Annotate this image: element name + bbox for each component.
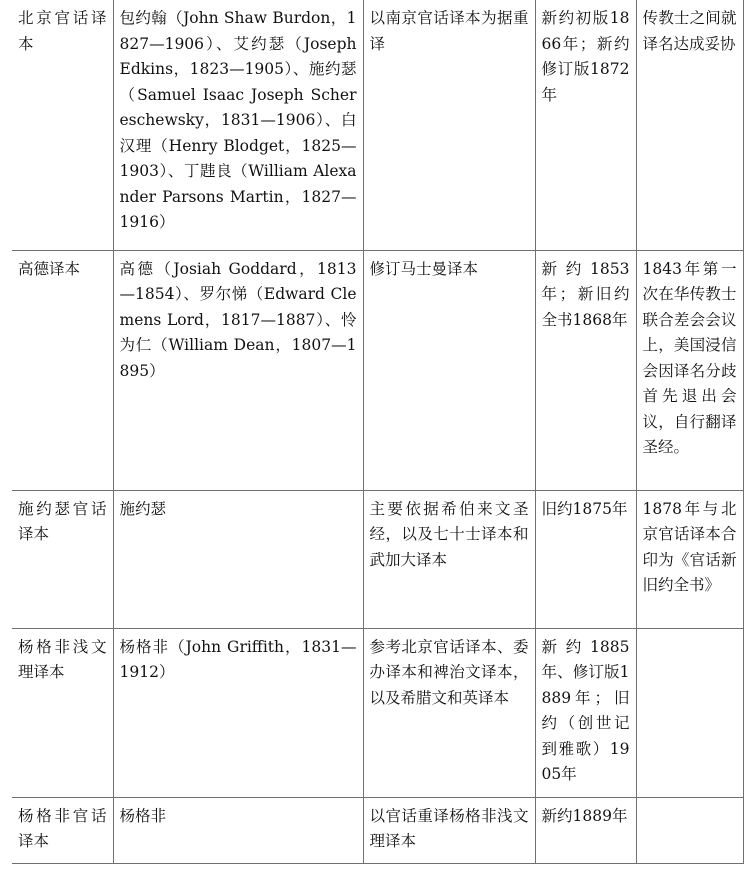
translators-cell: 施约瑟 — [113, 490, 363, 628]
table-row — [12, 250, 743, 490]
translators-cell: 杨格非（John Griffith，1831—1912） — [113, 628, 363, 797]
notes-cell: 1843年第一次在华传教士联合差会会议上，美国浸信会因译名分歧首先退出会议，自行翻译圣经。 — [636, 250, 743, 490]
basis-cell: 以官话重译杨格非浅文理译本 — [363, 797, 535, 863]
version-cell: 杨格非浅文理译本 — [12, 628, 113, 797]
editions-cell: 新约1889年 — [535, 797, 636, 863]
table-row — [12, 490, 743, 628]
translators-cell: 杨格非 — [113, 797, 363, 863]
basis-cell: 修订马士曼译本 — [363, 250, 535, 490]
notes-cell — [636, 628, 743, 797]
basis-cell: 参考北京官话译本、委办译本和裨治文译本，以及希腊文和英译本 — [363, 628, 535, 797]
table-row — [12, 628, 743, 797]
translators-cell: 高德（Josiah Goddard，1813—1854）、罗尔悌（Edward Clemens Lord，1817—1887）、怜为仁（William Dean，1807—1895） — [113, 250, 363, 490]
editions-cell: 新约1885年、修订版1889年；旧约（创世记到雅歌）1905年 — [535, 628, 636, 797]
table-row — [12, 0, 743, 250]
editions-cell: 新约初版1866年；新约修订版1872年 — [535, 0, 636, 250]
translators-cell: 包约翰（John Shaw Burdon，1827—1906）、艾约瑟（Joseph Edkins，1823—1905）、施约瑟（Samuel Isaac Joseph Schereschewsky，1831—1906）、白汉理（Henry Blodget，1825—1903）、丁韪良（William Alexander Parsons Martin，1827—1916） — [113, 0, 363, 250]
notes-cell — [636, 797, 743, 863]
basis-cell: 以南京官话译本为据重译 — [363, 0, 535, 250]
version-cell: 高德译本 — [12, 250, 113, 490]
notes-cell: 传教士之间就译名达成妥协 — [636, 0, 743, 250]
basis-cell: 主要依据希伯来文圣经，以及七十士译本和武加大译本 — [363, 490, 535, 628]
version-cell: 杨格非官话译本 — [12, 797, 113, 863]
bible-translations-table — [12, 0, 744, 864]
editions-cell: 新约1853年；新旧约全书1868年 — [535, 250, 636, 490]
version-cell: 北京官话译本 — [12, 0, 113, 250]
notes-cell: 1878年与北京官话译本合印为《官话新旧约全书》 — [636, 490, 743, 628]
table-row — [12, 797, 743, 863]
version-cell: 施约瑟官话译本 — [12, 490, 113, 628]
editions-cell: 旧约1875年 — [535, 490, 636, 628]
